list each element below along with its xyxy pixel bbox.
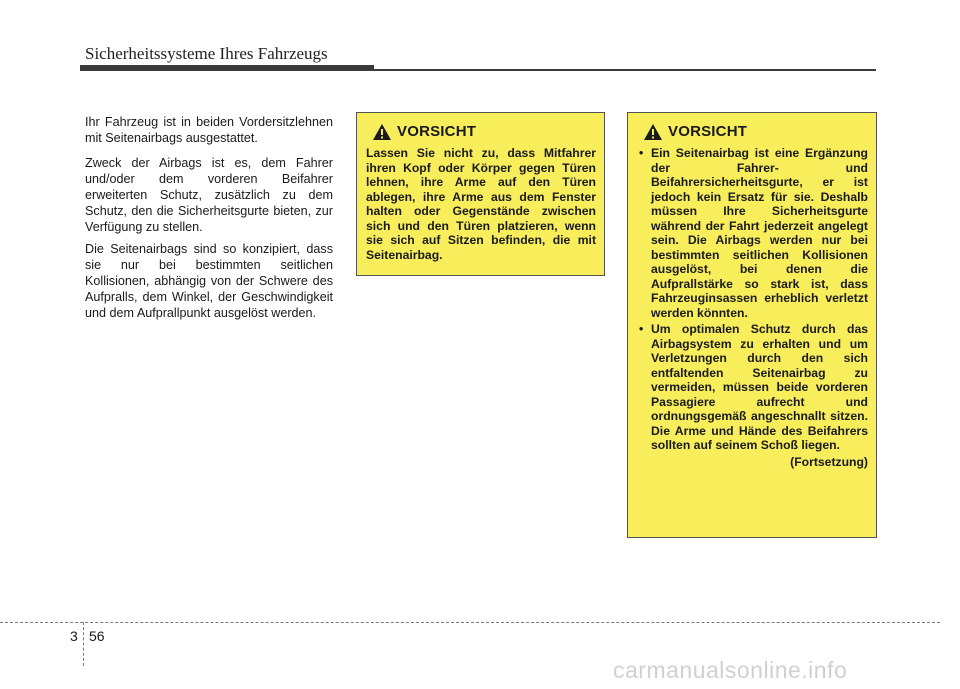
page-number: 56 xyxy=(89,628,105,644)
caution-header xyxy=(637,123,868,141)
caution-text: Lassen Sie nicht zu, dass Mitfahrer ihren Kopf oder Körper gegen Türen lehnen, ihre Arme auf den Türen ablegen, ihre Arme aus dem Fenster halten oder Gegenstände zwischen sich und den Türen platzieren, wenn sie sich auf Sitzen befinden, die mit Seitenairbag. xyxy=(366,146,596,262)
footer-vertical-dashed-rule xyxy=(83,622,84,666)
body-paragraph-1: Ihr Fahrzeug ist in beiden Vordersitzlehnen mit Seitenairbags ausgestattet. xyxy=(85,115,333,145)
body-text-column xyxy=(85,114,333,330)
body-paragraph-3: Die Seitenairbags sind so konzipiert, dass sie nur bei bestimmten seitlichen Kollisionen, abhängig von der Schwere des Aufpralls, dem Winkel, der Geschwindigkeit und dem Aufprallpunkt ausgelöst werden. xyxy=(85,242,333,320)
caution-box-right xyxy=(627,112,877,538)
continued-note: (Fortsetzung) xyxy=(790,454,868,469)
caution-header xyxy=(366,123,596,141)
header-thick-rule xyxy=(80,65,374,71)
caution-bullet-list xyxy=(637,146,868,453)
caution-title: VORSICHT xyxy=(397,122,477,140)
warning-triangle-icon xyxy=(372,123,392,141)
warning-triangle-icon xyxy=(643,123,663,141)
caution-box-left xyxy=(356,112,605,276)
watermark: carmanualsonline.info xyxy=(613,657,848,683)
caution-bullet-1: • Ein Seitenairbag ist eine Ergänzung der Fahrer- und Beifahrersicherheitsgurte, er ist jedoch kein Ersatz für sie. Deshalb müssen Ihre Sicherheitsgurte während der Fahrt jederzeit angelegt sein. Die Airbags werden nur bei bestimmten seitlichen Kollisionen ausgelöst, bei denen die Aufprallstärke so stark ist, dass Fahrzeuginsassen erheblich verletzt werden könnten. xyxy=(637,146,868,320)
footer-dashed-rule xyxy=(0,622,940,623)
chapter-number: 3 xyxy=(70,628,78,644)
header-thin-rule xyxy=(374,69,876,71)
caution-title: VORSICHT xyxy=(668,122,748,140)
section-title: Sicherheitssysteme Ihres Fahrzeugs xyxy=(85,44,328,63)
caution-bullet-2: • Um optimalen Schutz durch das Airbagsystem zu erhalten und um Verletzungen durch den sich entfaltenden Seitenairbag zu vermeiden, müssen beide vorderen Passagiere aufrecht und ordnungsgemäß angeschnallt sitzen. Die Arme und Hände des Beifahrers sollten auf seinem Schoß liegen. xyxy=(637,322,868,453)
body-paragraph-2: Zweck der Airbags ist es, dem Fahrer und/oder dem vorderen Beifahrer erweiterten Schutz, zusätzlich zu dem Schutz, den die Sicherheitsgurte bieten, zur Verfügung zu stellen. xyxy=(85,156,333,234)
